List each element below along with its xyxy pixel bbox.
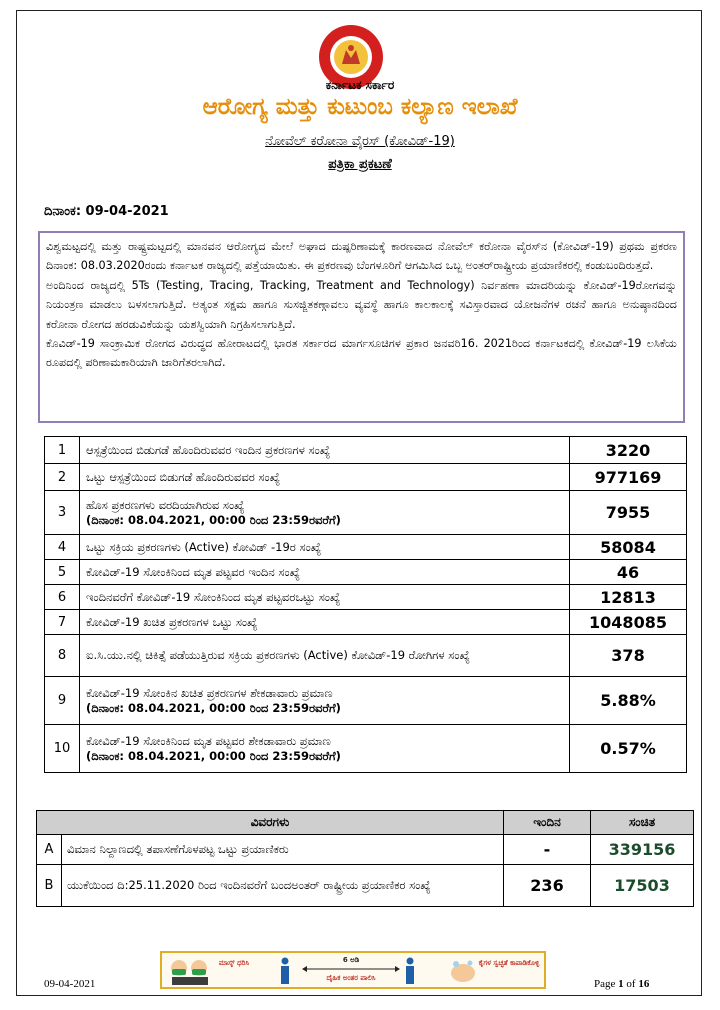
hand-washing-icon	[448, 958, 478, 984]
row-number: 7	[45, 610, 80, 635]
row-label-text: ಇಂದಿನವರೆಗೆ ಕೋವಿಡ್-19 ಸೋಂಕಿನಿಂದ ಮೃತ ಪಟ್ಟವರಒಟ್ಟು ಸಂಖ್ಯೆ	[86, 589, 341, 604]
release-date: ದಿನಾಂಕ: 09-04-2021	[44, 204, 169, 219]
person-right-icon	[402, 957, 418, 985]
header-details: ವಿವರಗಳು	[37, 811, 504, 835]
table-row	[45, 491, 687, 535]
row-label-text: ಐ.ಸಿ.ಯು.ನಲ್ಲಿ ಚಿಕಿತ್ಸೆ ಪಡೆಯುತ್ತಿರುವ ಸಕ್ರಿಯ ಪ್ರಕರಣಗಳು (Active) ಕೋವಿಡ್-19 ರೋಗಿಗಳ ಸಂಖ್ಯೆ	[86, 648, 470, 662]
government-name: ಕರ್ನಾಟಕ ಸರ್ಕಾರ	[325, 78, 395, 92]
table-row	[37, 835, 694, 865]
row-label	[80, 585, 570, 610]
footer-date: 09-04-2021	[44, 978, 96, 990]
row-label	[80, 725, 570, 773]
table-row	[45, 585, 687, 610]
row-key: A	[37, 835, 62, 865]
row-value: 7955	[570, 491, 687, 535]
intro-paragraph-1: ವಿಶ್ವಮಟ್ಟದಲ್ಲಿ ಮತ್ತು ರಾಷ್ಟ್ರಮಟ್ಟದಲ್ಲಿ ಮಾನವನ ಆರೋಗ್ಯದ ಮೇಲೆ ಅಘಾದ ದುಷ್ಪರಿಣಾಮಕ್ಕೆ ಕಾರಣವಾದ ನೋವೆಲ್ ಕರೋನಾ ವೈರಸ್‌ನ (ಕೋವಿಡ್-19) ಪ್ರಥಮ ಪ್ರಕರಣ ದಿನಾಂಕ: 08.03.2020ರಂದು ಕರ್ನಾಟಕ ರಾಜ್ಯದಲ್ಲಿ ಪತ್ತೆಯಾಯಿತು. ಈ ಪ್ರಕರಣವು ಬೆಂಗಳೂರಿಗೆ ಆಗಮಿಸಿದ ಒಬ್ಬ ಅಂತರ್‌ರಾಷ್ಟ್ರೀಯ ಪ್ರಯಾಣಿಕರಲ್ಲಿ ಕಂಡುಬಂದಿರುತ್ತದೆ.	[46, 240, 677, 273]
row-number: 4	[45, 535, 80, 560]
row-date-range: (ದಿನಾಂಕ: 08.04.2021, 00:00 ರಿಂದ 23:59ರವರೆಗೆ)	[86, 700, 341, 715]
row-value: 46	[570, 560, 687, 585]
row-label-text: ಕೋವಿಡ್-19 ಸೋಂಕಿನಿಂದ ಮೃತ ಪಟ್ಟವರ ಶೇಕಡಾವಾರು ಪ್ರಮಾಣ	[86, 733, 331, 748]
press-release-heading: ಪತ್ರಿಕಾ ಪ್ರಕಟಣೆ	[328, 157, 392, 172]
intro-box	[38, 231, 685, 423]
row-value: 3220	[570, 437, 687, 464]
row-label	[80, 560, 570, 585]
row-number: 2	[45, 464, 80, 491]
distance-arrow-icon	[302, 966, 400, 972]
row-key: B	[37, 865, 62, 907]
department-title: ಆರೋಗ್ಯ ಮತ್ತು ಕುಟುಂಬ ಕಲ್ಯಾಣ ಇಲಾಖೆ	[202, 94, 518, 120]
row-cumulative: 339156	[591, 835, 694, 865]
row-number: 6	[45, 585, 80, 610]
row-today: 236	[504, 865, 591, 907]
page-word: Page	[594, 978, 616, 990]
row-value: 1048085	[570, 610, 687, 635]
person-left-icon	[277, 957, 293, 985]
page-total: 16	[638, 978, 650, 990]
summary-header-row	[37, 811, 694, 835]
mask-label: ಮಾಸ್ಕ್ ಧರಿಸಿ	[218, 959, 250, 967]
distance-value: 6 ಅಡಿ	[342, 956, 360, 964]
table-row	[45, 635, 687, 677]
table-row	[37, 865, 694, 907]
table-row	[45, 677, 687, 725]
row-cumulative: 17503	[591, 865, 694, 907]
row-date-range: (ದಿನಾಂಕ: 08.04.2021, 00:00 ರಿಂದ 23:59ರವರೆಗೆ)	[86, 512, 341, 527]
row-number: 1	[45, 437, 80, 464]
row-label-text: ಕೋವಿಡ್-19 ಸೋಂಕಿನ ಖಚಿತ ಪ್ರಕರಣಗಳ ಶೇಕಡಾವಾರು ಪ್ರಮಾಣ	[86, 685, 333, 700]
row-label	[80, 610, 570, 635]
row-today: -	[504, 835, 591, 865]
table-row	[45, 725, 687, 773]
summary-table	[36, 810, 694, 907]
row-label-text: ಹೊಸ ಪ್ರಕರಣಗಳು ವರದಿಯಾಗಿರುವ ಸಂಖ್ಯೆ	[86, 497, 245, 512]
row-label	[80, 437, 570, 464]
mask-wearing-icon	[168, 957, 214, 985]
row-label	[80, 535, 570, 560]
row-number: 10	[45, 725, 80, 773]
distance-label: ದೈಹಿಕ ಅಂತರ ಪಾಲಿಸಿ	[326, 974, 376, 982]
intro-paragraph-3: ಕೊವಿಡ್-19 ಸಾಂಕ್ರಾಮಿಕ ರೋಗದ ವಿರುದ್ಧದ ಹೋರಾಟದಲ್ಲಿ ಭಾರತ ಸರ್ಕಾರದ ಮಾರ್ಗಸೂಚಿಗಳ ಪ್ರಕಾರ ಜನವರಿ16. 2021ರಿಂದ ಕರ್ನಾಟಕದಲ್ಲಿ ಕೋವಿಡ್-19 ಲಸಿಕೆಯ ರೂಪದಲ್ಲಿ ಪರಿಣಾಮಕಾರಿಯಾಗಿ ಜಾರಿಗೆತರಲಾಗಿದೆ.	[46, 337, 677, 370]
row-number: 9	[45, 677, 80, 725]
row-label: ವಿಮಾನ ನಿಲ್ದಾಣದಲ್ಲಿ ತಪಾಸಣೆಗೊಳಪಟ್ಟ ಒಟ್ಟು ಪ್ರಯಾಣಿಕರು	[62, 835, 504, 865]
row-label	[80, 677, 570, 725]
table-row	[45, 464, 687, 491]
table-row	[45, 437, 687, 464]
table-row	[45, 610, 687, 635]
row-label	[80, 464, 570, 491]
row-label	[80, 491, 570, 535]
row-date-range: (ದಿನಾಂಕ: 08.04.2021, 00:00 ರಿಂದ 23:59ರವರೆಗೆ)	[86, 748, 341, 763]
row-label-text: ಕೋವಿಡ್-19 ಸೋಂಕಿನಿಂದ ಮೃತ ಪಟ್ಟವರ ಇಂದಿನ ಸಂಖ್ಯೆ	[86, 564, 300, 579]
row-label	[80, 635, 570, 677]
row-label-text: ಒಟ್ಟು ಆಸ್ಪತ್ರೆಯಿಂದ ಬಿಡುಗಡೆ ಹೊಂದಿರುವವರ ಸಂಖ್ಯೆ	[86, 469, 281, 484]
table-row	[45, 560, 687, 585]
stats-table	[44, 436, 687, 773]
row-label-text: ಆಸ್ಪತ್ರೆಯಿಂದ ಬಿಡುಗಡೆ ಹೊಂದಿರುವವರ ಇಂದಿನ ಪ್ರಕರಣಗಳ ಸಂಖ್ಯೆ	[86, 442, 331, 457]
row-value: 0.57%	[570, 725, 687, 773]
row-label: ಯುಕೆಯಿಂದ ದಿ:25.11.2020 ರಿಂದ ಇಂದಿನವರೆಗೆ ಬಂದಅಂತರ್ ರಾಷ್ಟ್ರೀಯ ಪ್ರಯಾಣಿಕರ ಸಂಖ್ಯೆ	[62, 865, 504, 907]
page-number: 1	[618, 978, 624, 990]
row-value: 58084	[570, 535, 687, 560]
page-of: of	[626, 978, 636, 990]
row-value: 378	[570, 635, 687, 677]
header-cumulative: ಸಂಚಿತ	[591, 811, 694, 835]
row-number: 5	[45, 560, 80, 585]
safety-banner	[160, 951, 546, 989]
hand-hygiene-label: ಕೈಗಳ ಸ್ವಚ್ಛತೆ ಕಾಪಾಡಿಕೊಳ್ಳಿ	[478, 959, 540, 967]
page-indicator	[594, 978, 649, 990]
intro-paragraph-2: ಅಂದಿನಿಂದ ರಾಜ್ಯದಲ್ಲಿ 5Ts (Testing, Tracing, Tracking, Treatment and Technology) ನಿರ್ವಹಣಾ ಮಾದರಿಯನ್ನು ಕೋವಿಡ್-19ರೋಗವನ್ನು ನಿಯಂತ್ರಣ ಮಾಡಲು ಬಳಸಲಾಗುತ್ತಿದೆ. ಅತ್ಯಂತ ಸಕ್ಷಮ ಹಾಗೂ ಸುಸಜ್ಜಿತಕಣ್ಗಾವಲು ವ್ಯವಸ್ಥೆ ಹಾಗೂ ಕಾಲಕಾಲಕ್ಕೆ ಸವಿಸ್ತಾರವಾದ ಯೋಜನೆಗಳ ರಚನೆ ಹಾಗೂ ಅನುಷ್ಠಾನದಿಂದ ಕರೋನಾ ರೋಗದ ಹರಡುವಿಕೆಯನ್ನು ಯಶಸ್ವಿಯಾಗಿ ನಿಗ್ರಹಿಸಲಾಗುತ್ತಿದೆ.	[46, 278, 677, 331]
row-value: 977169	[570, 464, 687, 491]
header-today: ಇಂದಿನ	[504, 811, 591, 835]
subtitle: ನೋವೆಲ್ ಕರೋನಾ ವೈರಸ್ (ಕೋವಿಡ್-19)	[265, 134, 455, 149]
row-label-text: ಕೋವಿಡ್-19 ಖಚಿತ ಪ್ರಕರಣಗಳ ಒಟ್ಟು ಸಂಖ್ಯೆ	[86, 614, 258, 629]
row-number: 3	[45, 491, 80, 535]
row-value: 5.88%	[570, 677, 687, 725]
row-number: 8	[45, 635, 80, 677]
row-label-text: ಒಟ್ಟು ಸಕ್ರಿಯ ಪ್ರಕರಣಗಳು (Active) ಕೋವಿಡ್ -19ರ ಸಂಖ್ಯೆ	[86, 539, 322, 554]
table-row	[45, 535, 687, 560]
row-value: 12813	[570, 585, 687, 610]
